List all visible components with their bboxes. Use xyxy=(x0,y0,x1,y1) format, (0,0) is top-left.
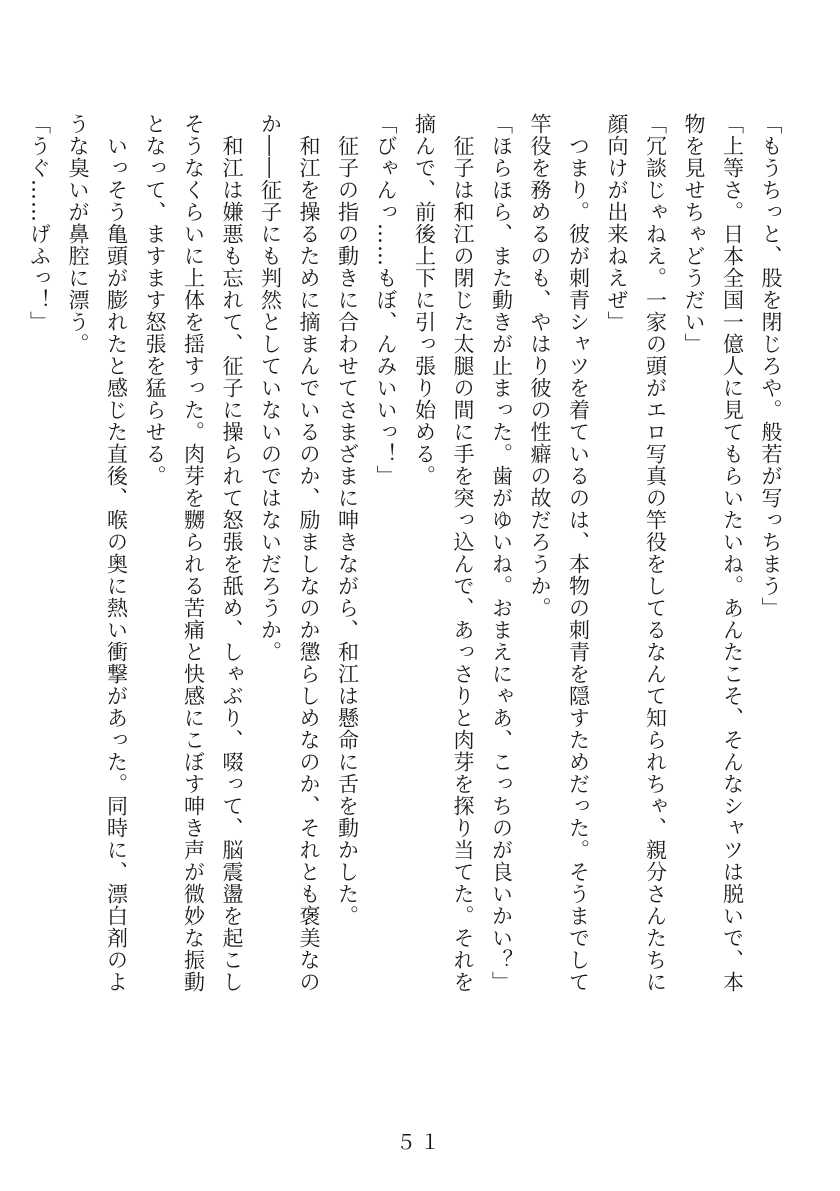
text-line: うな臭いが鼻腔に漂う。 xyxy=(66,113,90,355)
text-line: いっそう亀頭が膨れたと感じた直後、喉の奥に熱い衝撃があった。同時に、漂白剤のよ xyxy=(104,113,129,993)
text-line: 「もうちっと、股を閉じろや。般若が写っちまう」 xyxy=(759,113,783,619)
text-line: 「上等さ。日本全国一億人に見てもらいたいね。あんたこそ、そんなシャツは脱いで、本 xyxy=(720,113,745,993)
text-line: 「びゃんっ……もぼ、んみいいっ！」 xyxy=(374,113,398,487)
text-line: つまり。彼が刺青シャツを着ているのは、本物の刺青を隠すためだった。そうまでして xyxy=(566,113,591,993)
text-line: 征子の指の動きに合わせてさまざまに呻きながら、和江は懸命に舌を動かした。 xyxy=(335,113,360,927)
text-line: 「ほらほら、また動きが止まった。歯がゆいね。おまえにゃあ、こっちのが良いかい？」 xyxy=(489,113,514,993)
text-line: 「冗談じゃねえ。一家の頭がエロ写真の竿役をしてるなんて知られちゃ、親分さんたちに xyxy=(643,113,668,993)
text-line: 和江は嫌悪も忘れて、征子に操られて怒張を舐め、しゃぶり、啜って、脳震盪を起こし xyxy=(220,113,244,993)
text-line: 竿役を務めるのも、やはり彼の性癖の故だろうか。 xyxy=(528,113,552,619)
text-line: か――征子にも判然としていないのではないだろうか。 xyxy=(258,113,283,663)
text-line: 征子は和江の閉じた太腿の間に手を突っ込んで、あっさりと肉芽を探り当てた。それを xyxy=(451,113,475,993)
text-line: となって、ますます怒張を猛らせる。 xyxy=(143,113,167,487)
text-line: 物を見せちゃどうだい」 xyxy=(682,113,706,355)
text-line: 摘んで、前後上下に引っ張り始める。 xyxy=(412,113,437,487)
text-line: 和江を操るために摘まんでいるのか、励ましなのか懲らしめなのか、それとも褒美なの xyxy=(297,113,321,993)
body-text xyxy=(20,113,790,1013)
page-number: ５１ xyxy=(396,1130,444,1154)
text-line: 「うぐ……げふっ！」 xyxy=(27,113,52,333)
text-line: そうなくらいに上体を揺すった。肉芽を嬲られる苦痛と快感にこぼす呻き声が微妙な振動 xyxy=(181,113,206,993)
text-line: 顔向けが出来ねえぜ」 xyxy=(605,113,629,333)
